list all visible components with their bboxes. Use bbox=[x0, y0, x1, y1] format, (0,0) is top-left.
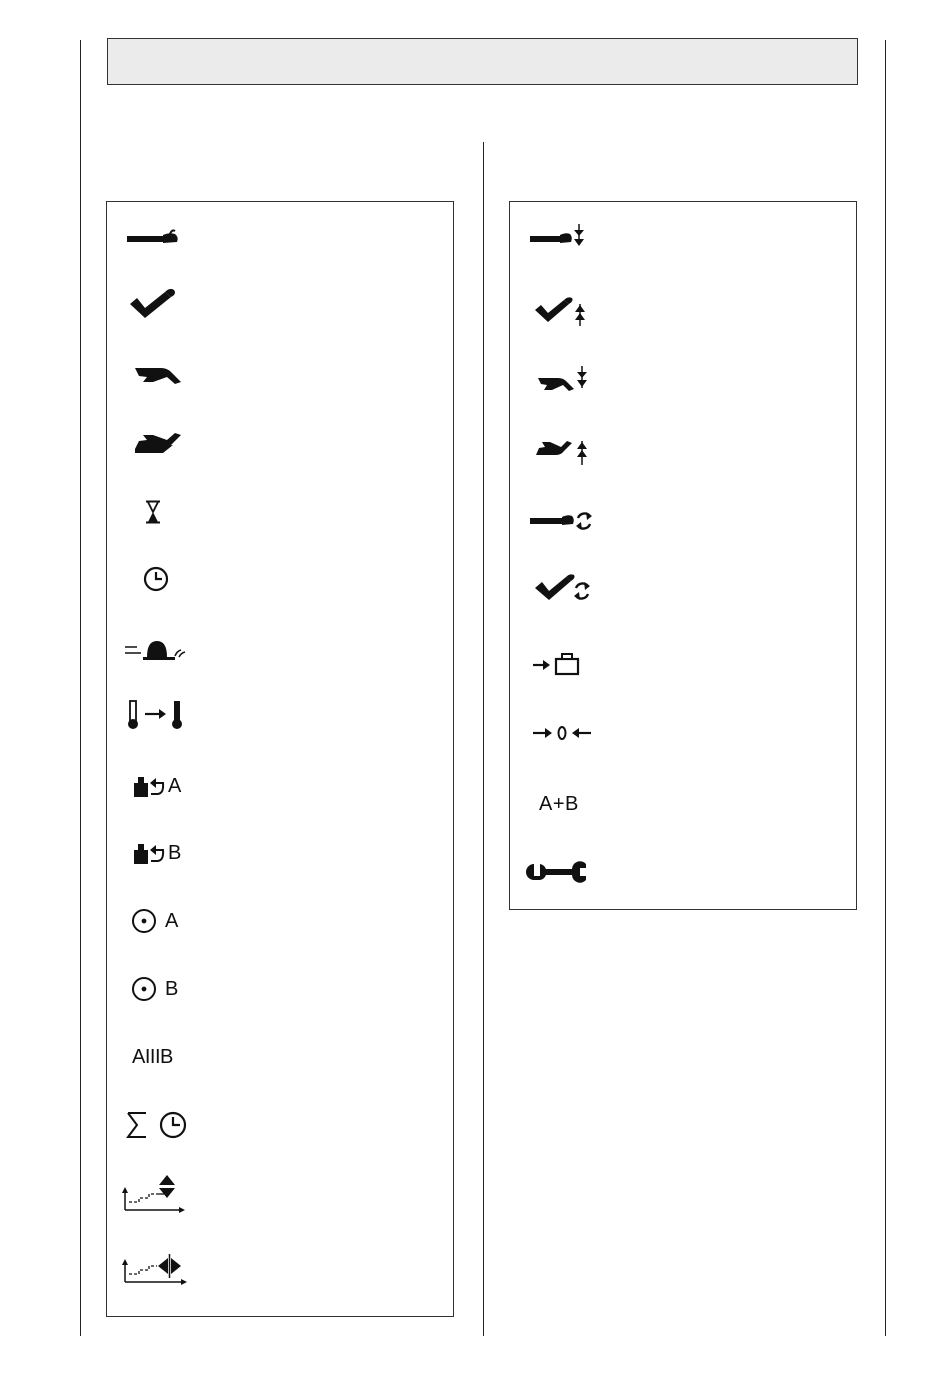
column-divider bbox=[483, 142, 484, 1336]
symbol-item bbox=[125, 216, 205, 260]
speed-flow-icon bbox=[123, 635, 189, 661]
weight-calibrate-icon bbox=[133, 840, 165, 866]
clock-icon bbox=[143, 566, 169, 592]
target-point-icon bbox=[131, 908, 157, 934]
pipette-dispense-up-icon bbox=[532, 292, 590, 328]
symbol-item bbox=[539, 782, 619, 826]
symbol-item bbox=[127, 282, 207, 326]
symbol-item bbox=[145, 490, 225, 534]
symbol-item bbox=[532, 566, 612, 610]
pipette-aspirate-down-icon bbox=[528, 224, 588, 252]
hourglass-icon bbox=[145, 500, 161, 524]
symbol-item bbox=[532, 711, 612, 755]
symbol-item bbox=[532, 288, 612, 332]
temperature-transfer-icon bbox=[125, 698, 187, 730]
header-bar bbox=[107, 38, 858, 85]
pipette-dispense-icon bbox=[127, 286, 177, 322]
symbol-item bbox=[125, 1103, 205, 1147]
sum-clock-icon bbox=[125, 1110, 189, 1140]
symbol-panel-left bbox=[106, 201, 454, 1317]
step-graph-vertical-icon bbox=[121, 1174, 187, 1214]
symbol-item bbox=[528, 498, 608, 542]
to-container-icon bbox=[532, 651, 582, 677]
symbol-item bbox=[131, 899, 211, 943]
symbol-text: A bbox=[165, 909, 179, 932]
hand-up-arrows-icon bbox=[534, 429, 592, 467]
symbol-item bbox=[131, 967, 211, 1011]
target-point-icon bbox=[131, 976, 157, 1002]
symbol-text: A+B bbox=[539, 792, 579, 815]
symbol-item bbox=[121, 1172, 201, 1216]
symbol-item bbox=[143, 557, 223, 601]
symbol-item bbox=[125, 692, 205, 736]
hand-down-arrows-icon bbox=[536, 364, 592, 396]
symbol-item bbox=[532, 850, 612, 894]
page-margin-rule-left bbox=[80, 40, 81, 1336]
symbol-text: A bbox=[168, 774, 182, 797]
to-zero-icon bbox=[532, 721, 594, 745]
pipette-aspirate-repeat-icon bbox=[528, 506, 594, 534]
wrench-icon bbox=[532, 860, 588, 884]
hand-up-icon bbox=[133, 427, 183, 457]
pipette-aspirate-icon bbox=[125, 226, 181, 250]
symbol-panel-right bbox=[509, 201, 857, 910]
symbol-item bbox=[121, 1246, 201, 1290]
symbol-item bbox=[133, 831, 213, 875]
symbol-text: AIIIB bbox=[132, 1045, 173, 1068]
page-margin-rule-right bbox=[885, 40, 886, 1336]
symbol-item bbox=[132, 1035, 212, 1079]
symbol-item bbox=[536, 358, 616, 402]
symbol-item bbox=[133, 352, 213, 396]
symbol-item bbox=[534, 426, 614, 470]
symbol-text: B bbox=[165, 977, 179, 1000]
pipette-dispense-repeat-icon bbox=[532, 570, 596, 606]
symbol-item bbox=[532, 642, 612, 686]
symbol-item bbox=[133, 420, 213, 464]
step-graph-horizontal-icon bbox=[121, 1248, 189, 1288]
symbol-item bbox=[123, 626, 203, 670]
weight-calibrate-icon bbox=[133, 773, 165, 799]
symbol-item bbox=[528, 216, 608, 260]
symbol-text: B bbox=[168, 841, 182, 864]
hand-down-icon bbox=[133, 360, 183, 388]
symbol-item bbox=[133, 764, 213, 808]
